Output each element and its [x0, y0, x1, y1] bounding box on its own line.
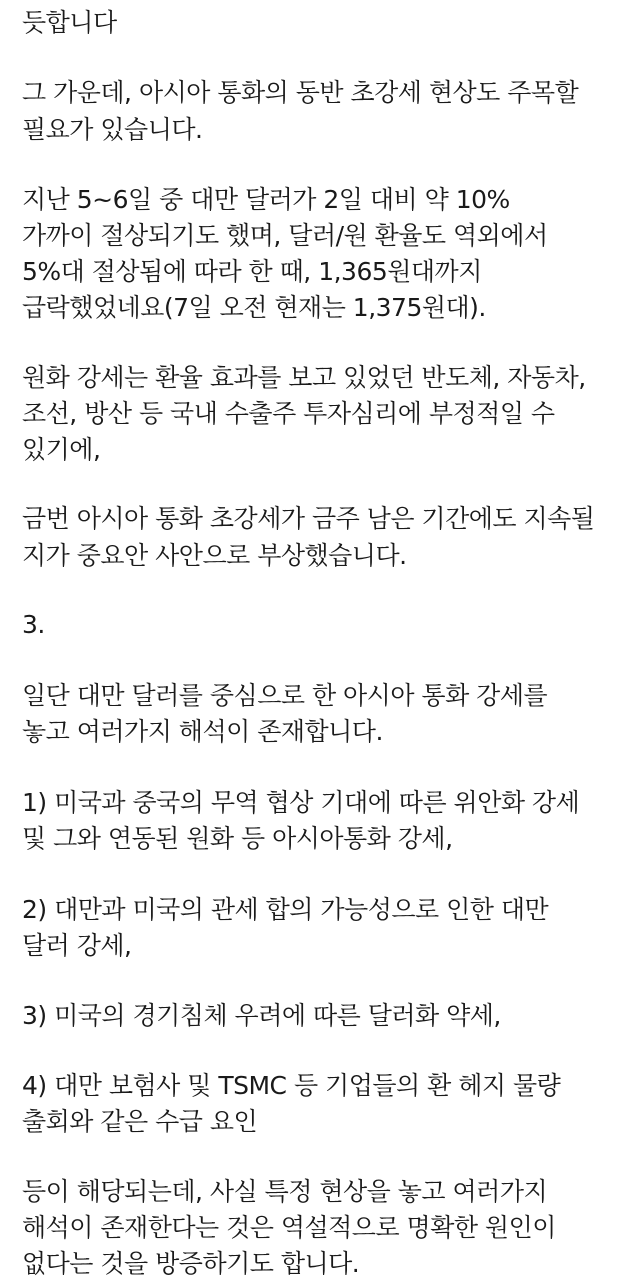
paragraph-line: 듯합니다: [22, 8, 117, 37]
section-number: 3.: [22, 610, 45, 639]
paragraph-line: 해석이 존재한다는 것은 역설적으로 명확한 원인이: [22, 1213, 556, 1242]
list-item-line: 1) 미국과 중국의 무역 협상 기대에 따른 위안화 강세: [22, 788, 580, 817]
paragraph-line: 원화 강세는 환율 효과를 보고 있었던 반도체, 자동차,: [22, 363, 586, 392]
list-item-line: 달러 강세,: [22, 931, 132, 960]
list-item-line: 및 그와 연동된 원화 등 아시아통화 강세,: [22, 824, 453, 853]
paragraph-line: 가까이 절상되기도 했며, 달러/원 환율도 역외에서: [22, 221, 548, 250]
paragraph-line: 금번 아시아 통화 초강세가 금주 남은 기간에도 지속될: [22, 504, 595, 533]
paragraph-line: 그 가운데, 아시아 통화의 동반 초강세 현상도 주목할: [22, 78, 579, 107]
paragraph-line: 조선, 방산 등 국내 수출주 투자심리에 부정적일 수: [22, 399, 555, 428]
paragraph-line: 5%대 절상됨에 따라 한 때, 1,365원대까지: [22, 257, 482, 286]
paragraph-line: 등이 해당되는데, 사실 특정 현상을 놓고 여러가지: [22, 1177, 548, 1206]
paragraph-line: 놓고 여러가지 해석이 존재합니다.: [22, 717, 383, 746]
paragraph-line: 있기에,: [22, 435, 101, 464]
list-item-line: 3) 미국의 경기침체 우려에 따른 달러화 약세,: [22, 1001, 501, 1030]
paragraph-line: 지난 5~6일 중 대만 달러가 2일 대비 약 10%: [22, 185, 510, 214]
paragraph-line: 없다는 것을 방증하기도 합니다.: [22, 1249, 360, 1278]
paragraph-line: 일단 대만 달러를 중심으로 한 아시아 통화 강세를: [22, 681, 548, 710]
paragraph-line: 필요가 있습니다.: [22, 115, 203, 144]
list-item-line: 2) 대만과 미국의 관세 합의 가능성으로 인한 대만: [22, 895, 549, 924]
paragraph-line: 급락했었네요(7일 오전 현재는 1,375원대).: [22, 293, 486, 322]
list-item-line: 4) 대만 보험사 및 TSMC 등 기업들의 환 헤지 물량: [22, 1071, 561, 1100]
paragraph-line: 지가 중요안 사안으로 부상했습니다.: [22, 541, 407, 570]
list-item-line: 출회와 같은 수급 요인: [22, 1107, 258, 1136]
